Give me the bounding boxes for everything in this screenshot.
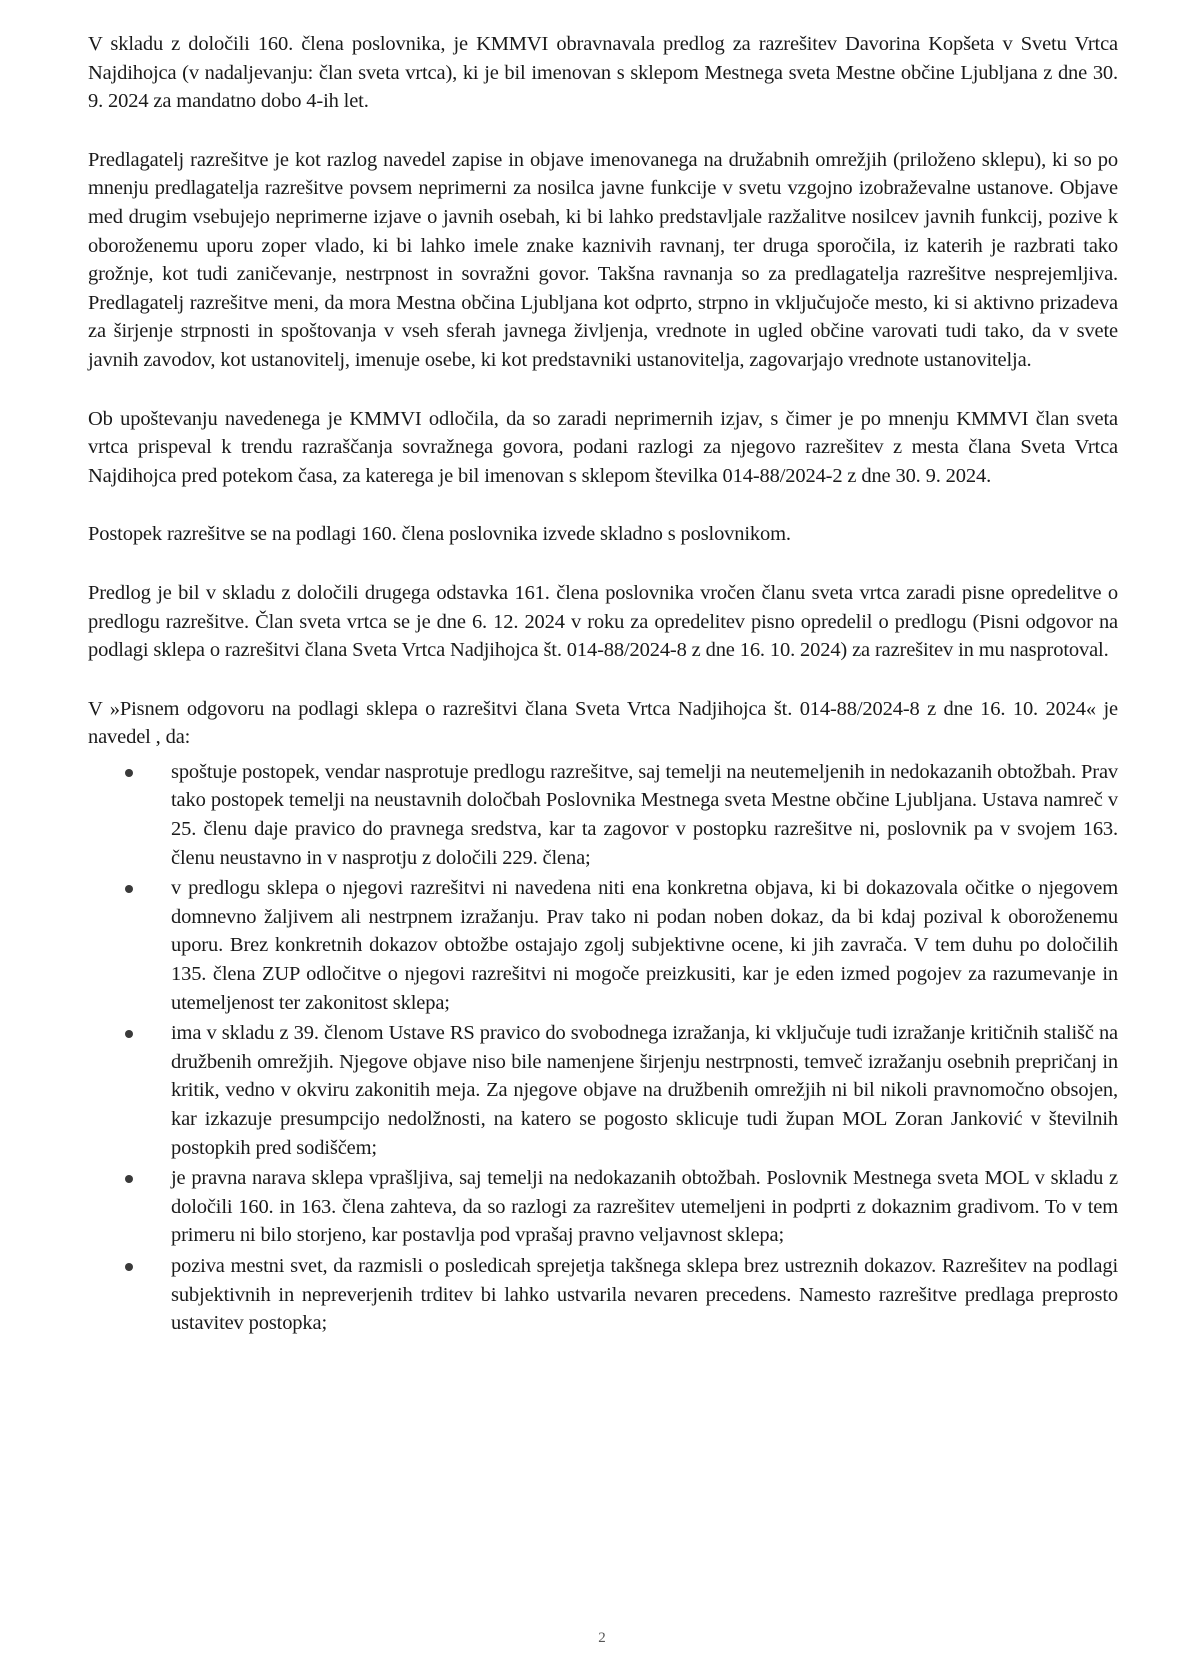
paragraph-procedure-statement: Postopek razrešitve se na podlagi 160. člena poslovnika izvede skladno s poslovnikom.: [88, 523, 791, 546]
bullet-icon: [125, 1175, 133, 1183]
list-item: [88, 1164, 1118, 1250]
page-number: 2: [598, 1630, 606, 1646]
paragraph-response-intro: V »Pisnem odgovoru na podlagi sklepa o razrešitvi člana Sveta Vrtca Nadjihojca št. 014-88/2024-8 z dne 16. 10. 2024« je navedel , da:: [88, 697, 1118, 749]
list-item: [88, 874, 1118, 1017]
list-item: [88, 1252, 1118, 1338]
document-page: [88, 30, 1118, 1340]
bullet-icon: [125, 769, 133, 777]
list-item-text: je pravna narava sklepa vprašljiva, saj temelji na nedokazanih obtožbah. Poslovnik Mestnega sveta MOL v skladu z določili 160. in 163. člena zahteva, da so razlogi za razrešitev utemeljeni in podprti z dokaznim gradivom. To v tem primeru ni bilo storjeno, kar postavlja pod vprašaj pravno veljavnost sklepa;: [171, 1167, 1118, 1247]
list-item-text: v predlogu sklepa o njegovi razrešitvi ni navedena niti ena konkretna objava, ki bi dokazovala očitke o njegovem domnevno žaljivem ali nestrpnem izražanju. Prav tako ni podan noben dokaz, da bi kdaj pozival k oboroženemu uporu. Brez konkretnih dokazov obtožbe ostajajo zgolj subjektivne ocene, ki jih zavrača. V tem duhu po določilih 135. člena ZUP odločitve o njegovi razrešitvi ni mogoče preizkusiti, kar je eden izmed pogojev za razumevanje in utemeljenost ter zakonitost sklepa;: [171, 877, 1118, 1014]
response-points-list: [88, 758, 1118, 1338]
list-item: [88, 1019, 1118, 1162]
paragraph-written-response: Predlog je bil v skladu z določili drugega odstavka 161. člena poslovnika vročen članu sveta vrtca zaradi pisne opredelitve o predlogu razrešitve. Član sveta vrtca se je dne 6. 12. 2024 v roku za opredelitev pisno opredelil o predlogu (Pisni odgovor na podlagi sklepa o razrešitvi člana Sveta Vrtca Nadjihojca št. 014-88/2024-8 z dne 16. 10. 2024) za razrešitev in mu nasprotoval.: [88, 581, 1118, 662]
bullet-icon: [125, 885, 133, 893]
list-item-text: spoštuje postopek, vendar nasprotuje predlogu razrešitve, saj temelji na neutemeljenih in nedokazanih obtožbah. Prav tako postopek temelji na neustavnih določbah Poslovnika Mestnega sveta Mestne občine Ljubljana. Ustava namreč v 25. členu daje pravico do pravnega sredstva, kar ta zagovor v postopku razrešitve ni, poslovnik pa v svojem 163. členu neustavno in v nasprotju z določili 229. člena;: [171, 760, 1118, 869]
list-item-text: ima v skladu z 39. členom Ustave RS pravico do svobodnega izražanja, ki vključuje tudi izražanje kritičnih stališč na družbenih omrežjih. Njegove objave niso bile namenjene širjenju nestrpnosti, temveč izražanju osebnih prepričanj in kritik, vedno v okviru zakonitih meja. Za njegove objave na družbenih omrežjih ni bil nikoli pravnomočno obsojen, kar izkazuje presumpcijo nedolžnosti, na katero se pogosto sklicuje tudi župan MOL Zoran Janković v številnih postopkih pred sodiščem;: [171, 1022, 1118, 1159]
list-item-text: poziva mestni svet, da razmisli o posledicah sprejetja takšnega sklepa brez ustreznih dokazov. Razrešitev na podlagi subjektivnih in nepreverjenih trditev bi lahko ustvarila nevaren precedens. Namesto razrešitve predlaga preprosto ustavitev postopka;: [171, 1254, 1118, 1335]
bullet-icon: [125, 1030, 133, 1038]
list-item: [88, 758, 1118, 872]
paragraph-procedure-intro: V skladu z določili 160. člena poslovnika, je KMMVI obravnavala predlog za razrešitev Davorina Kopšeta v Svetu Vrtca Najdihojca (v nadaljevanju: član sveta vrtca), ki je bil imenovan s sklepom Mestnega sveta Mestne občine Ljubljana z dne 30. 9. 2024 za mandatno dobo 4-ih let.: [88, 33, 1118, 113]
paragraph-commission-decision: Ob upoštevanju navedenega je KMMVI odločila, da so zaradi neprimernih izjav, s čimer je po mnenju KMMVI član sveta vrtca prispeval k trendu razraščanja sovražnega govora, podani razlogi za njegovo razrešitev z mesta člana Sveta Vrtca Najdihojca pred potekom časa, za katerega je bil imenovan s sklepom številka 014-88/2024-2 z dne 30. 9. 2024.: [88, 407, 1118, 487]
paragraph-proposer-reasons: Predlagatelj razrešitve je kot razlog navedel zapise in objave imenovanega na družabnih omrežjih (priloženo sklepu), ki so po mnenju predlagatelja razrešitve povsem neprimerni za nosilca javne funkcije v svetu vzgojno izobraževalne ustanove. Objave med drugim vsebujejo neprimerne izjave o javnih osebah, ki bi lahko predstavljale razžalitve nosilcev javnih funkcij, pozive k oboroženemu uporu zoper vlado, ki bi lahko imele znake kaznivih ravnanj, ter druga sporočila, iz katerih je razbrati tako grožnje, kot tudi zaničevanje, nestrpnost in sovražni govor. Takšna ravnanja so za predlagatelja razrešitve nesprejemljiva. Predlagatelj razrešitve meni, da mora Mestna občina Ljubljana kot odprto, strpno in vključujoče mesto, ki si aktivno prizadeva za širjenje strpnosti in spoštovanja v vseh sferah javnega življenja, vrednote in ugled občine varovati tudi tako, da v svete javnih zavodov, kot ustanovitelj, imenuje osebe, ki kot predstavniki ustanovitelja, zagovarjajo vrednote ustanovitelja.: [88, 148, 1118, 371]
bullet-icon: [125, 1263, 133, 1271]
